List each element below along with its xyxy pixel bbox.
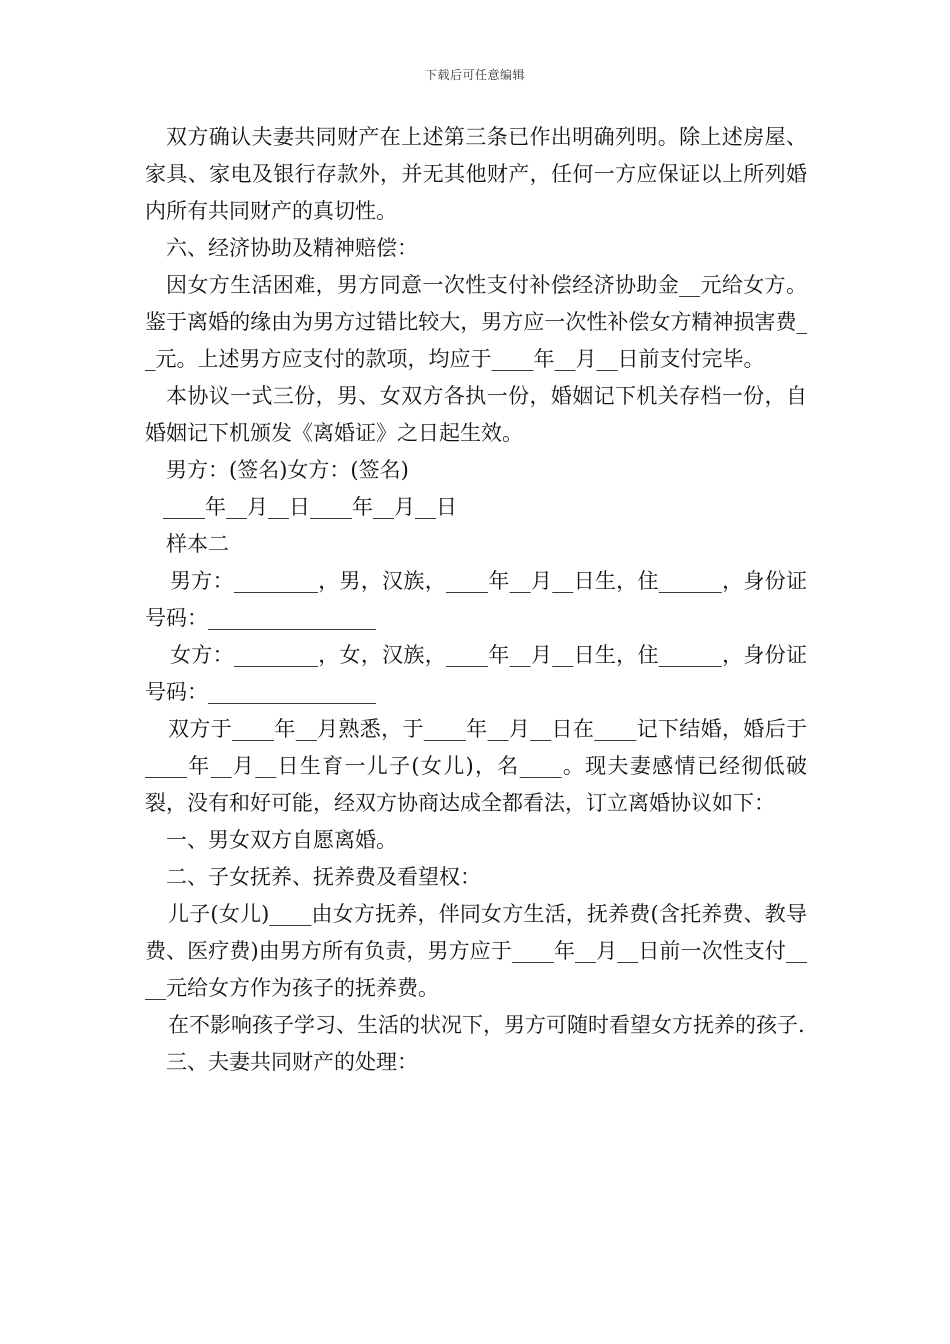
paragraph-copies-effective: 本协议一式三份，男、女双方各执一份，婚姻记下机关存档一份，自婚姻记下机颁发《离婚证》之日起生效。 xyxy=(145,384,807,445)
date-line: ____年__月__日____年__月__日 xyxy=(163,495,457,519)
document-body xyxy=(145,119,807,1081)
paragraph-man-info: 男方：________，男，汉族，____年__月__日生，住______，身份证号码：________________ xyxy=(145,569,807,630)
paragraph-woman-info: 女方：________，女，汉族，____年__月__日生，住______，身份证号码：________________ xyxy=(145,643,807,704)
paragraph-child-custody: 儿子(女儿)____由女方抚养，伴同女方生活，抚养费(含托养费、教导费、医疗费)由男方所有负责，男方应于____年__月__日前一次性支付____元给女方作为孩子的抚养费。 xyxy=(145,902,807,1000)
paragraph-property-confirmation: 双方确认夫妻共同财产在上述第三条已作出明确列明。除上述房屋、家具、家电及银行存款外，并无其他财产，任何一方应保证以上所列婚内所有共同财产的真切性。 xyxy=(145,125,807,223)
paragraph-marriage-history: 双方于____年__月熟悉，于____年__月__日在____记下结婚，婚后于____年__月__日生育一儿子(女儿)，名____。现夫妻感情已经彻低破裂，没有和好可能，经双方协商达成全都看法，订立离婚协议如下： xyxy=(145,717,807,815)
paragraph-compensation: 因女方生活困难，男方同意一次性支付补偿经济协助金__元给女方。鉴于离婚的缘由为男方过错比较大，男方应一次性补偿女方精神损害费__元。上述男方应支付的款项，均应于____年__月__日前支付完毕。 xyxy=(145,273,807,371)
section-heading-economic-assistance: 六、经济协助及精神赔偿： xyxy=(166,236,418,260)
clause-one-heading: 一、男女双方自愿离婚。 xyxy=(166,828,397,852)
clause-two-heading: 二、子女抚养、抚养费及看望权： xyxy=(166,865,481,889)
clause-three-heading: 三、夫妻共同财产的处理： xyxy=(166,1050,418,1074)
page-header: 下载后可任意编辑 xyxy=(424,68,525,82)
sample-two-heading: 样本二 xyxy=(166,532,229,556)
signature-line: 男方：(签名)女方：(签名) xyxy=(166,458,409,482)
paragraph-visitation: 在不影响孩子学习、生活的状况下，男方可随时看望女方抚养的孩子. xyxy=(168,1013,805,1037)
